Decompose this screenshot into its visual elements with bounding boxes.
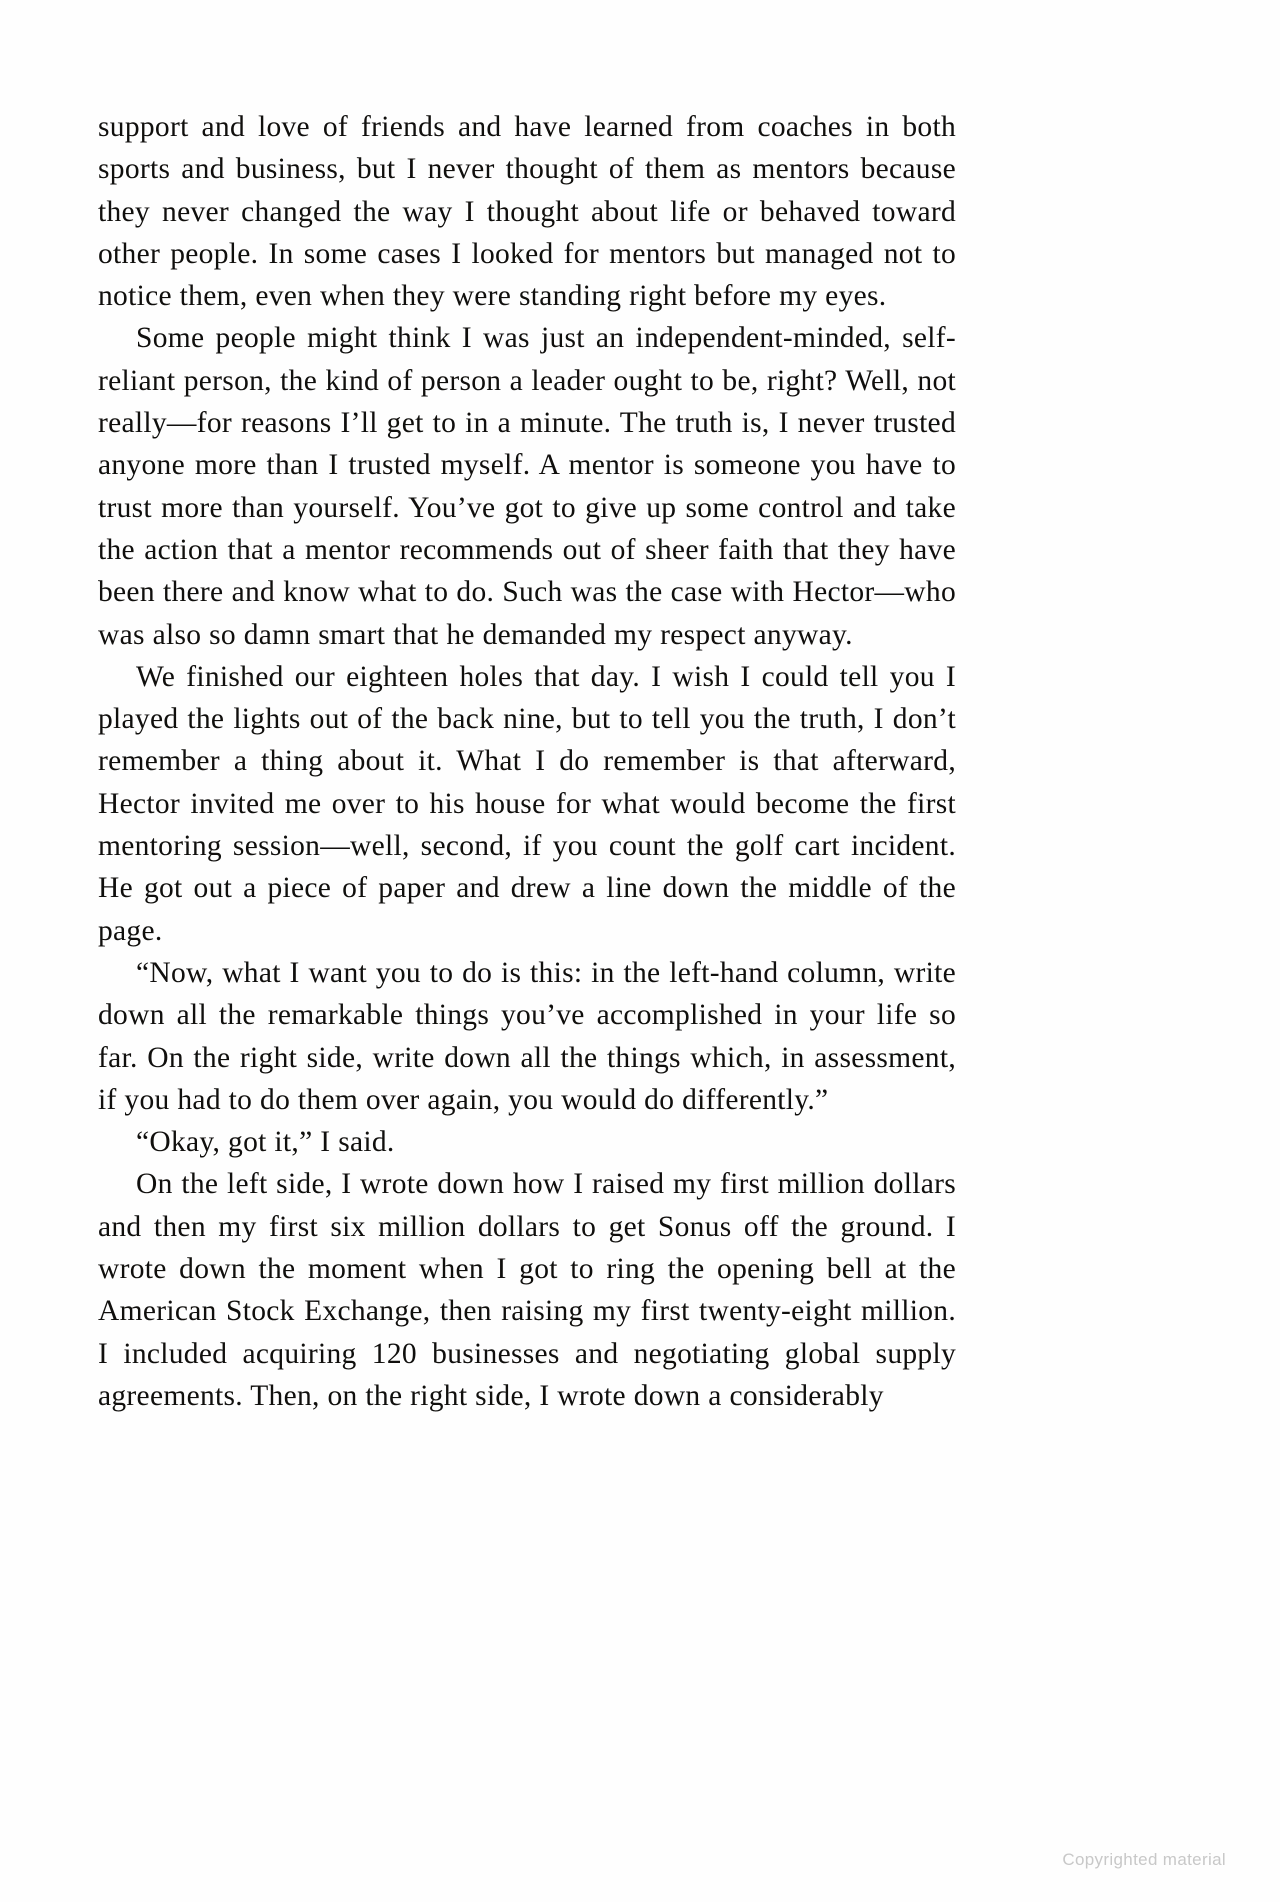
copyright-watermark: Copyrighted material [1062, 1850, 1226, 1869]
paragraph-eighteen-holes: We finished our eighteen holes that day. I wish I could tell you I played the lights out of the back nine, but to tell you the truth, I don’t remember a thing about it. What I do remember is that afterward, Hector invited me over to his house for what would become the first mentoring session—well, second, if you count the golf cart incident. He got out a piece of paper and drew a line down the middle of the page. [98, 660, 956, 947]
paragraph-continuation: support and love of friends and have learned from coaches in both sports and business, but I never thought of them as mentors because they never changed the way I thought about life or behaved toward other people. In some cases I looked for mentors but managed not to notice them, even when they were standing right before my eyes. [98, 111, 956, 313]
page-text-column [98, 106, 956, 1417]
paragraph-on-the-left-side: On the left side, I wrote down how I raised my first million dollars and then my first six million dollars to get Sonus off the ground. I wrote down the moment when I got to ring the opening bell at the American Stock Exchange, then raising my first twenty-eight million. I included acquiring 120 businesses and negotiating global supply agreements. Then, on the right side, I wrote down a considerably [98, 1168, 956, 1412]
paragraph-now-what-i-want: “Now, what I want you to do is this: in the left-hand column, write down all the remarkable things you’ve accomplished in your life so far. On the right side, write down all the things which, in assessment, if you had to do them over again, you would do differently.” [98, 956, 956, 1116]
paragraph-okay-got-it: “Okay, got it,” I said. [136, 1126, 395, 1159]
paragraph-independent-minded: Some people might think I was just an independent-minded, self-reliant person, the kind of person a leader ought to be, right? Well, not really—for reasons I’ll get to in a minute. The truth is, I never trusted anyone more than I trusted myself. A mentor is someone you have to trust more than yourself. You’ve got to give up some control and take the action that a mentor recommends out of sheer faith that they have been there and know what to do. Such was the case with Hector—who was also so damn smart that he demanded my respect anyway. [98, 322, 956, 651]
